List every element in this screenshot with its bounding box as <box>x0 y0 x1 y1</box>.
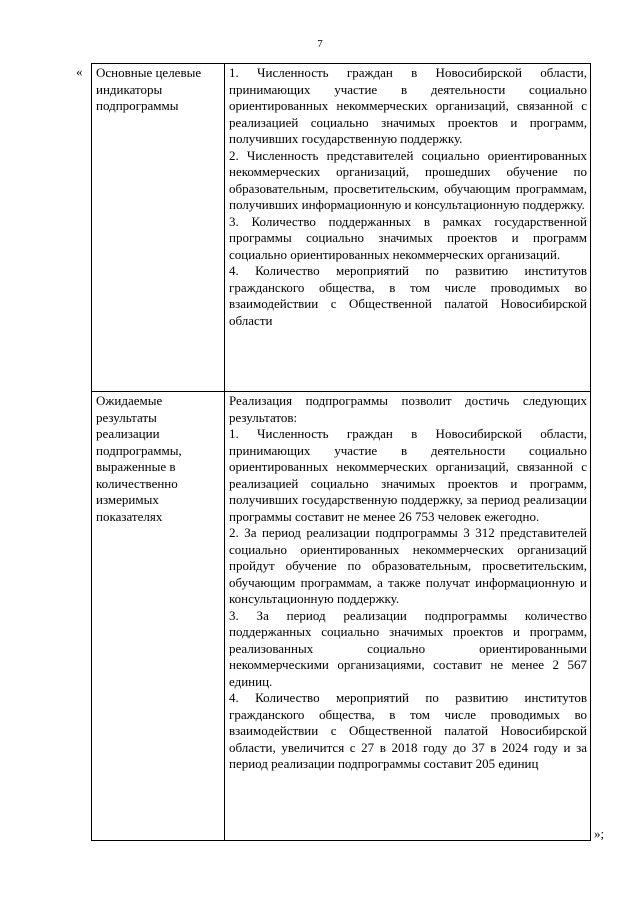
indicator-paragraph: 2. Численность представителей социально ориентированных некоммерческих организаций, прошедших обучение по образовательным, просветительским, обучающим программам, получивших информационную и консультационную поддержку. <box>229 147 587 212</box>
row-label-expected-results: Ожидаемые результаты реализации подпрограммы, выраженные в количественно измеримых показателях <box>92 392 225 841</box>
closing-quote: »; <box>594 826 605 841</box>
row-label-target-indicators: Основные целевые индикаторы подпрограммы <box>92 64 225 392</box>
result-paragraph: Реализация подпрограммы позволит достичь следующих результатов: <box>229 393 587 425</box>
result-paragraph: 4. Количество мероприятий по развитию институтов гражданского общества, в том числе проводимых во взаимодействии с Общественной палатой Новосибирской области, увеличится с 27 в 2018 году до 37 в 2024 году и за период реализации подпрограммы составит 205 единиц <box>229 690 587 771</box>
indicator-paragraph: 4. Количество мероприятий по развитию институтов гражданского общества, в том числе проводимых во взаимодействии с Общественной палатой Новосибирской области <box>229 263 587 328</box>
result-paragraph: 1. Численность граждан в Новосибирской области, принимающих участие в деятельности социально ориентированных некоммерческих организаций, связанной с реализацией социально значимых проектов и программ, получивших государственную поддержку, за период реализации программы составит не менее 26 753 человек ежегодно. <box>229 426 587 524</box>
opening-quote: « <box>76 64 83 79</box>
indicator-paragraph: 3. Количество поддержанных в рамках государственной программы социально значимых проектов и программ социально ориентированных некоммерческих организаций. <box>229 213 587 262</box>
row-content-target-indicators <box>225 64 591 392</box>
table-row-target-indicators <box>92 64 591 392</box>
table-row-expected-results <box>92 392 591 841</box>
indicator-paragraph: 1. Численность граждан в Новосибирской области, принимающих участие в деятельности социально ориентированных некоммерческих организаций, связанной с реализацией социально значимых проектов и программ, получивших государственную поддержку. <box>229 65 587 146</box>
passport-table <box>91 63 591 841</box>
result-paragraph: 2. За период реализации подпрограммы 3 312 представителей социально ориентированных некоммерческих организаций пройдут обучение по образовательным, просветительским, обучающим программам, а также получат информационную и консультационную поддержку. <box>229 525 587 606</box>
result-paragraph: 3. За период реализации подпрограммы количество поддержанных социально значимых проектов и программ, реализованных социально ориентированными некоммерческими организациями, составит не менее 2 567 единиц. <box>229 607 587 689</box>
page-number: 7 <box>317 38 323 50</box>
row-content-expected-results <box>225 392 591 841</box>
